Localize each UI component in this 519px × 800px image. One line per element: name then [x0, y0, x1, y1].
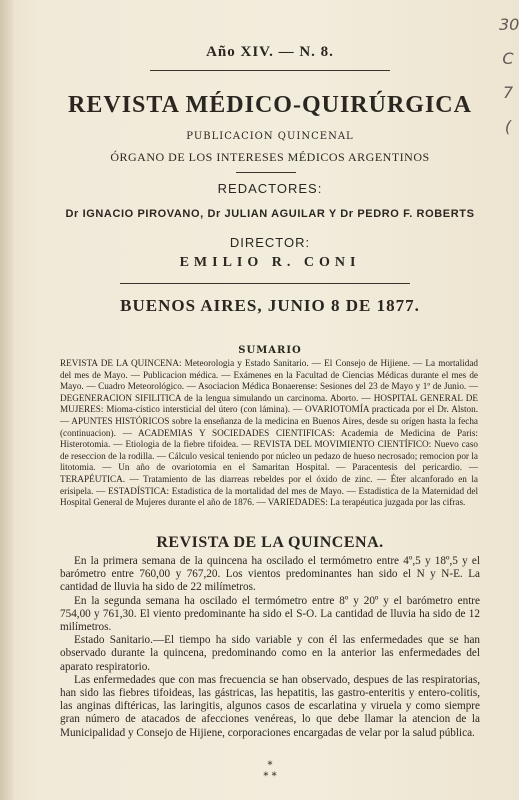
section-body	[60, 555, 480, 740]
star-bottom: * *	[263, 771, 277, 782]
section-heading: REVISTA DE LA QUINCENA.	[156, 534, 384, 551]
issue-date: BUENOS AIRES, JUNIO 8 DE 1877.	[120, 296, 420, 315]
director-label: DIRECTOR:	[229, 235, 311, 250]
divider	[236, 172, 296, 173]
body-paragraph: En la segunda semana ha oscilado el termómetro entre 8º y 20º y el barómetro entre 754,00 y 761,30. El viento predominante ha sido el S-O. La cantidad de lluvia ha sido de 12 milímetros.	[60, 594, 480, 634]
margin-note: C	[502, 49, 514, 68]
sumario-text	[60, 358, 478, 509]
header-rule	[150, 70, 390, 71]
section-stars	[60, 760, 480, 782]
body-paragraph: Estado Sanitario.—El tiempo ha sido variable y con él las enfermedades que se han observado durante la quincena, predominando como en la anterior las enfermedades del aparato respiratorio.	[60, 634, 480, 673]
star-top: *	[267, 760, 273, 771]
margin-note: 7	[502, 83, 514, 102]
binding-gutter	[0, 0, 14, 800]
journal-title: REVISTA MÉDICO-QUIRÚRGICA	[68, 92, 472, 118]
margin-note: 30	[499, 15, 519, 34]
body-paragraph: Las enfermedades que con mas frecuencia se han observado, despues de las respiratorias, han sido las fiebres tifoideas, las gástricas, las hepatitis, las gastro-enteritis y entero-colitis, las anginas diftéricas, las laringitis, algunos casos de escarlatina y viruela y como siempre gran número de atacados de afecciones venéreas, lo que debe llamar la atencion de la Municipalidad y Consejo de Hijiene, corporaciones encargadas de velar por la salud pública.	[60, 673, 480, 739]
redactores-names: Dr IGNACIO PIROVANO, Dr JULIAN AGUILAR Y Dr PEDRO F. ROBERTS	[65, 208, 475, 220]
divider	[120, 283, 410, 284]
sumario-heading: SUMARIO	[238, 345, 302, 356]
journal-organ: ÓRGANO DE LOS INTERESES MÉDICOS ARGENTINOS	[110, 150, 430, 164]
redactores-label: REDACTORES:	[217, 181, 323, 196]
margin-note: (	[504, 117, 512, 136]
issue-number: Año XIV. — N. 8.	[206, 44, 334, 60]
director-name: EMILIO R. CONI	[179, 255, 361, 270]
journal-subtitle: PUBLICACION QUINCENAL	[186, 131, 354, 142]
body-paragraph: En la primera semana de la quincena ha oscilado el termómetro entre 4º,5 y 18º,5 y el barómetro entre 760,00 y 767,20. Los vientos predominantes han sido el N y N-E. La cantidad de lluvia ha sido de 22 milímetros.	[60, 555, 480, 594]
sumario-paragraph: REVISTA DE LA QUINCENA: Meteorologia y Estado Sanitario. — El Consejo de Hijiene. — La mortalidad del mes de Mayo. — Publicacion médica. — Exámenes en la Facultad de Ciencias Médicas durante el mes de Mayo. — Cuadro Meteorológico. — Asociacion Médica Bonaerense: Sesiones del 23 de Mayo y 1º de Junio. — DEGENERACION SIFILITICA de la lengua simulando un carcinoma. Aborto. — HOSPITAL GENERAL DE MUJERES: Mioma-cístico intersticial del útero (con lámina). — OVARIOTOMÍA practicada por el Dr. Alston. — APUNTES HISTÓRICOS sobre la enseñanza de la medicina en Buenos Aires, desde su orígen hasta la fecha (continuacion). — ACADEMIAS Y SOCIEDADES CIENTIFICAS: Academia de Medicina de Paris: Histerotomia. — Etiologia de la fiebre tifoidea. — REVISTA DEL MOVIMIENTO CIENTÍFICO: Nuevo caso de reseccion de la rodilla. — Cálculo vesical teniendo por núcleo un pedazo de hueso necrosado; remocion por la litotomia. — Un año de ovariotomia en el Samaritan Hospital. — Paracentesis del pericardio. — TERAPÉUTICA. — Tratamiento de las diarreas rebeldes por el óxido de zinc. — Éter alcanforado en la erisipela. — ESTADÍSTICA: Estadistica de la mortalidad del mes de Mayo. — Estadistica de la Maternidad del Hospital General de Mujeres durante el año de 1876. — VARIEDADES: La terapéutica juzgada por las cifras.	[60, 358, 478, 508]
margin-handwriting	[499, 8, 517, 144]
